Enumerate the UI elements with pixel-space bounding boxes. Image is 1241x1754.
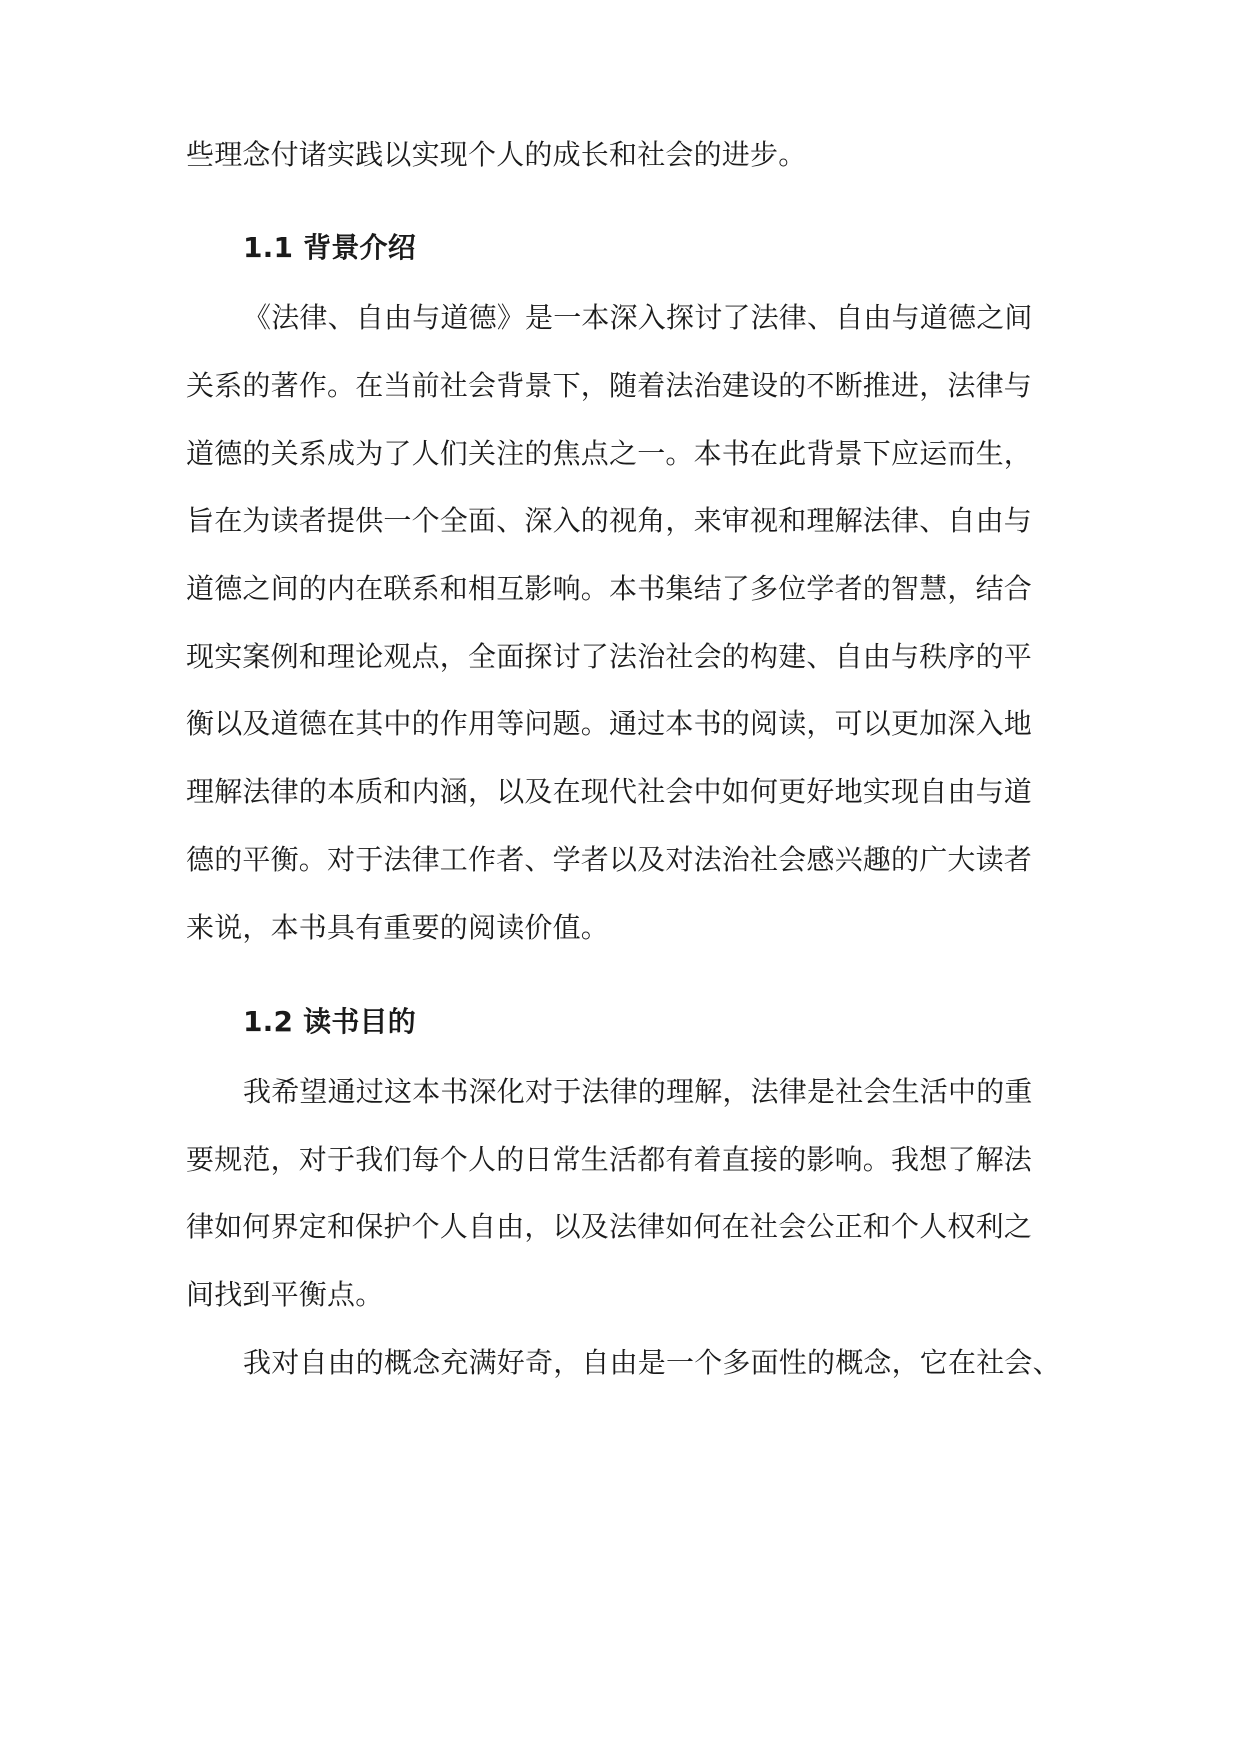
section-heading-1-1: 1.1 背景介绍 — [243, 231, 416, 264]
paragraph-line: 间找到平衡点。 — [186, 1278, 384, 1311]
paragraph-line: 《法律、自由与道德》是一本深入探讨了法律、自由与道德之间 — [243, 301, 1033, 334]
section-heading-1-2: 1.2 读书目的 — [243, 1005, 416, 1038]
paragraph-line: 关系的著作。在当前社会背景下，随着法治建设的不断推进，法律与 — [186, 369, 1033, 402]
paragraph-line: 旨在为读者提供一个全面、深入的视角，来审视和理解法律、自由与 — [186, 504, 1033, 537]
paragraph-line: 些理念付诸实践以实现个人的成长和社会的进步。 — [186, 138, 807, 171]
paragraph-line: 现实案例和理论观点，全面探讨了法治社会的构建、自由与秩序的平 — [186, 640, 1033, 673]
paragraph-line: 我对自由的概念充满好奇，自由是一个多面性的概念，它在社会、 — [243, 1346, 1061, 1379]
paragraph-line: 德的平衡。对于法律工作者、学者以及对法治社会感兴趣的广大读者 — [186, 843, 1033, 876]
paragraph-line: 道德之间的内在联系和相互影响。本书集结了多位学者的智慧，结合 — [186, 572, 1033, 605]
paragraph-line: 我希望通过这本书深化对于法律的理解，法律是社会生活中的重 — [243, 1075, 1033, 1108]
paragraph-line: 理解法律的本质和内涵，以及在现代社会中如何更好地实现自由与道 — [186, 775, 1033, 808]
paragraph-line: 要规范，对于我们每个人的日常生活都有着直接的影响。我想了解法 — [186, 1143, 1033, 1176]
paragraph-line: 律如何界定和保护个人自由，以及法律如何在社会公正和个人权利之 — [186, 1210, 1033, 1243]
paragraph-line: 来说，本书具有重要的阅读价值。 — [186, 911, 610, 944]
paragraph-line: 衡以及道德在其中的作用等问题。通过本书的阅读，可以更加深入地 — [186, 707, 1033, 740]
paragraph-line: 道德的关系成为了人们关注的焦点之一。本书在此背景下应运而生， — [186, 437, 1033, 470]
